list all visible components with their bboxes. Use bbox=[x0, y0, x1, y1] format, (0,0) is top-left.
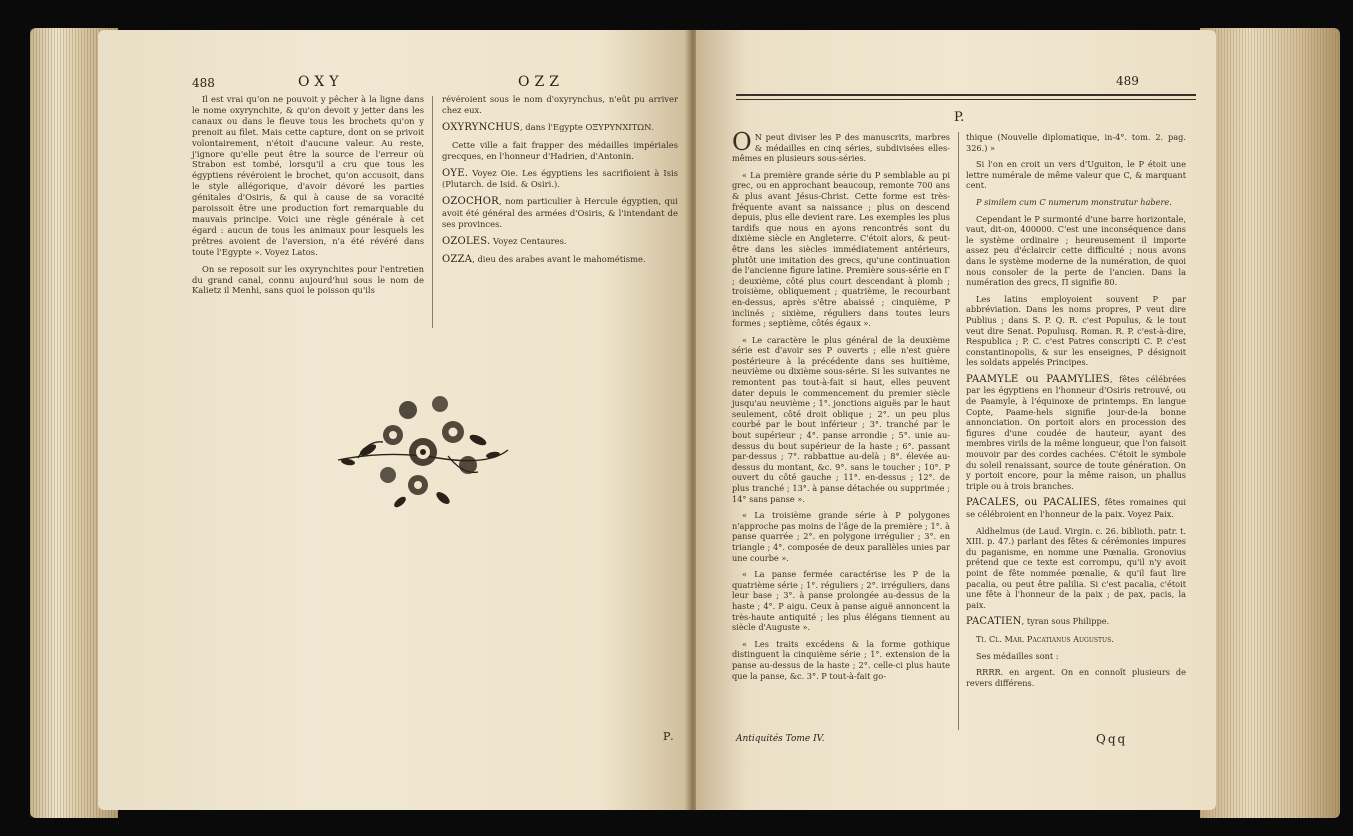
paragraph: « La panse fermée caractérise les P de la quatrième série ; 1°. réguliers ; 2°. irréguliers, dans leur base ; 3°. à panse prolongée au-dessus de la haste ; 4°. P aigu. Ceux à panse aiguë annoncent la très-haute antiquité ; les plus élégans tiennent au siècle d'Auguste ». bbox=[732, 569, 950, 633]
paragraph: O N peut diviser les P des manuscrits, marbres & médailles en cinq séries, subdivisées elles-mêmes en plusieurs sous-séries. bbox=[732, 128, 950, 164]
paragraph: Il est vrai qu'on ne pouvoit y pêcher à la ligne dans le nome oxyrynchite, & qu'on devoit y jetter dans les canaux ou dans le fleuve tous les brochets qu'on y prenoit au filet. Mais cette capture, dont on se privoit volontairement, n'étoit d'aucune valeur. Au reste, j'ignore qu'elle peut être la source de l'erreur où Strabon est tombé, lorsqu'il a cru que tous les égyptiens révéroient le brochet, qu'on accusoit, dans le style allégorique, d'avoir dévoré les parties génitales d'Osiris, & qui à cause de sa voracité paroissoit être une production fort remarquable du mauvais principe. Voici une règle générale à cet égard : aucun de tous les animaux pour lesquels les prêtres avoient de l'aversion, n'a été révéré dans toute l'Egypte ». Voyez Latos. bbox=[192, 94, 424, 257]
column-divider bbox=[958, 132, 959, 730]
paragraph: Si l'on en croit un vers d'Uguiton, le P étoit une lettre numérale de même valeur que C, & marquant cent. bbox=[966, 159, 1186, 191]
left-page bbox=[98, 30, 693, 810]
entry-pacales: PACALES, ou PACALIES, fêtes romaines qui se célébroient en l'honneur de la paix. Voyez Paix. bbox=[966, 497, 1187, 519]
paragraph: RRRR. en argent. On en connoît plusieurs de revers différens. bbox=[966, 667, 1186, 688]
paragraph: thique (Nouvelle diplomatique, in-4°. tom. 2. pag. 326.) » bbox=[966, 132, 1186, 153]
column-divider bbox=[432, 96, 433, 328]
letter-heading: P. bbox=[954, 110, 965, 125]
running-head-left: OXY bbox=[298, 74, 344, 90]
paragraph: Cependant le P surmonté d'une barre horizontale, vaut, dit-on, 400000. C'est une inconséquence dans le système ordinaire ; heureusement il importe assez peu d'éclaircir cette difficulté ; nous avons dans le système moderne de la numération, de quoi nous consoler de la perte de l'ancien. Dans la numération des grecs, Π signifie 80. bbox=[966, 213, 1186, 288]
header-rule bbox=[736, 94, 1196, 96]
left-page-number: 488 bbox=[192, 76, 215, 90]
footer-volume-title: Antiquités Tome IV. bbox=[736, 734, 825, 744]
entry-ozza: OZZA, dieu des arabes avant le mahométisme. bbox=[442, 253, 646, 265]
entry-ozoles: OZOLES. Voyez Centaures. bbox=[442, 236, 567, 248]
paragraph: Ses médailles sont : bbox=[976, 650, 1059, 661]
medal-legend: Ti. Cl. Mar. Pacatianus Augustus. bbox=[976, 633, 1114, 644]
right-page-edges bbox=[1200, 28, 1340, 818]
signature-mark: Qqq bbox=[1096, 732, 1128, 746]
open-book bbox=[30, 18, 1340, 826]
paragraph: Aldhelmus (de Laud. Virgin. c. 26. biblioth. patr. t. XIII. p. 47.) parlant des fêtes & cérémonies impures du paganisme, en nomme une Pœnalia. Gronovius prétend que ce texte est corrompu, qu'il n'y avoit point de fête nommée pœnalie, & qu'il faut lire pacalia, ou peut être palilia. Si c'est pacalia, c'étoit une fête à l'honneur de la paix ; de pax, pacis, la paix. bbox=[966, 525, 1186, 610]
left-column-2 bbox=[442, 94, 678, 272]
left-column-1 bbox=[192, 94, 424, 302]
header-rule-thin bbox=[736, 99, 1196, 100]
paragraph: « Le caractère le plus général de la deuxième série est d'avoir ses P ouverts ; elle n'est guère postérieure à la précédente dans ses huitième, neuvième ou dixième sous-série. Si les suivantes ne remontent pas tout-à-fait si haut, elles peuvent dater depuis le commencement du premier siècle jusqu'au neuvième ; 1°. jonctions aiguës par le haut seulement, côté droit oblique ; 2°. un peu plus courbé par le bout inférieur ; 3°. tranché par le bout supérieur ; 4°. panse arrondie ; 5°. unie au-dessus du bout supérieur de la haste ; 6°. passant par-dessus ; 7°. rabbattue au-delà ; 8°. élevée au-dessus du montant, &c. 9°. sans le toucher ; 10°. P ouvert du côté gauche ; 11°. en-dessus ; 12°. de plus tranché ; 13°. à panse détachée ou supprimée ; 14° sans panse ». bbox=[732, 334, 950, 504]
right-page-number: 489 bbox=[1116, 74, 1139, 88]
paragraph: révéroient sous le nom d'oxyrynchus, n'eût pu arriver chez eux. bbox=[442, 94, 678, 115]
entry-ozochor: OZOCHOR, nom particulier à Hercule égyptien, qui avoit été général des armées d'Osiris, & l'intendant de ses provinces. bbox=[442, 196, 678, 230]
right-column-1 bbox=[732, 128, 950, 687]
running-head-right: OZZ bbox=[518, 74, 564, 90]
floral-ornament-icon bbox=[328, 380, 518, 530]
paragraph: « Les traits excédens & la forme gothique distinguent la cinquième série ; 1°. extension de la panse au-dessus de la haste ; 2°. celle-ci plus haute que la panse, &c. 3°. P tout-à-fait go- bbox=[732, 638, 950, 681]
paragraph: « La première grande série du P semblable au pi grec, ou en approchant beaucoup, remonte 700 ans & plus avant Jésus-Christ. Cette forme est très-fréquente avant sa naissance ; plus on descend depuis, plus elle devient rare. Les exemples les plus tardifs que nous en ayons rencontrés sont du dixième siècle en Angleterre. C'étoit alors, & peut-être dans les siècles immédiatement antérieurs, plutôt une imitation des grecs, qu'une continuation de l'ancienne figure latine. Première sous-série en Γ ; deuxième, côté plus court descendant à plomb ; troisième, obliquement ; quatrième, le recourbant en-dessus, après s'être abaissé ; cinquième, P inclinés ; sixième, réguliers dans toutes leurs formes ; septième, côtés égaux ». bbox=[732, 169, 950, 329]
right-column-2 bbox=[966, 132, 1186, 694]
next-letter-catchword: P. bbox=[663, 730, 676, 743]
entry-pacatien: PACATIEN, tyran sous Philippe. bbox=[966, 616, 1110, 628]
entry-oye: OYE. Voyez Oie. Les égyptiens les sacrifioient à Isis (Plutarch. de Isid. & Osiri.). bbox=[442, 167, 678, 190]
paragraph: Les latins employoient souvent P par abbréviation. Dans les noms propres, P veut dire Publius ; dans S. P. Q. R. c'est Populus, & le tout veut dire Senat. Populusq. Roman. R. P. c'est-à-dire, Respublica ; P. C. c'est Patres conscripti C. P. c'est constantinopolis, & sur les enseignes, P désignoit les soldats appelés Principes. bbox=[966, 293, 1186, 368]
paragraph: On se reposoit sur les oxyrynchites pour l'entretien du grand canal, connu aujourd'hui sous le nom de Kalietz il Menhi, sans quoi le poisson qu'ils bbox=[192, 263, 424, 296]
paragraph: Cette ville a fait frapper des médailles impériales grecques, en l'honneur d'Hadrien, d'Antonin. bbox=[442, 139, 678, 161]
entry-oxyrynchus: OXYRYNCHUS, dans l'Egypte ΟΞΥΡΥΝΧΙΤΩΝ. bbox=[442, 121, 655, 133]
right-page bbox=[696, 30, 1216, 810]
entry-paamyle: PAAMYLE ou PAAMYLIES, fêtes célébrées par les égyptiens en l'honneur d'Osiris retrouvé, ou de Paamyle, à l'équinoxe de printemps. En langue Copte, Paame-hels signifie jour-de-la bonne annonciation. On portoit alors en procession des figures d'une coudée de hauteur, ayant des membres virils de la même longueur, que l'on faisoit mouvoir par des cordes cachées. C'étoit le symbole du soleil renaissant, source de toute génération. On y portoit encore, pour la même raison, un phallus triple ou à trois branches. bbox=[966, 373, 1186, 491]
latin-verse: P similem cum C numerum monstratur habere. bbox=[976, 196, 1172, 207]
paragraph: « La troisième grande série à P polygones n'approche pas moins de l'âge de la première ; 1°. à panse quarrée ; 2°. en polygone irrégulier ; 3°. en triangle ; 4°. composée de deux parallèles unies par une courbe ». bbox=[732, 510, 950, 563]
